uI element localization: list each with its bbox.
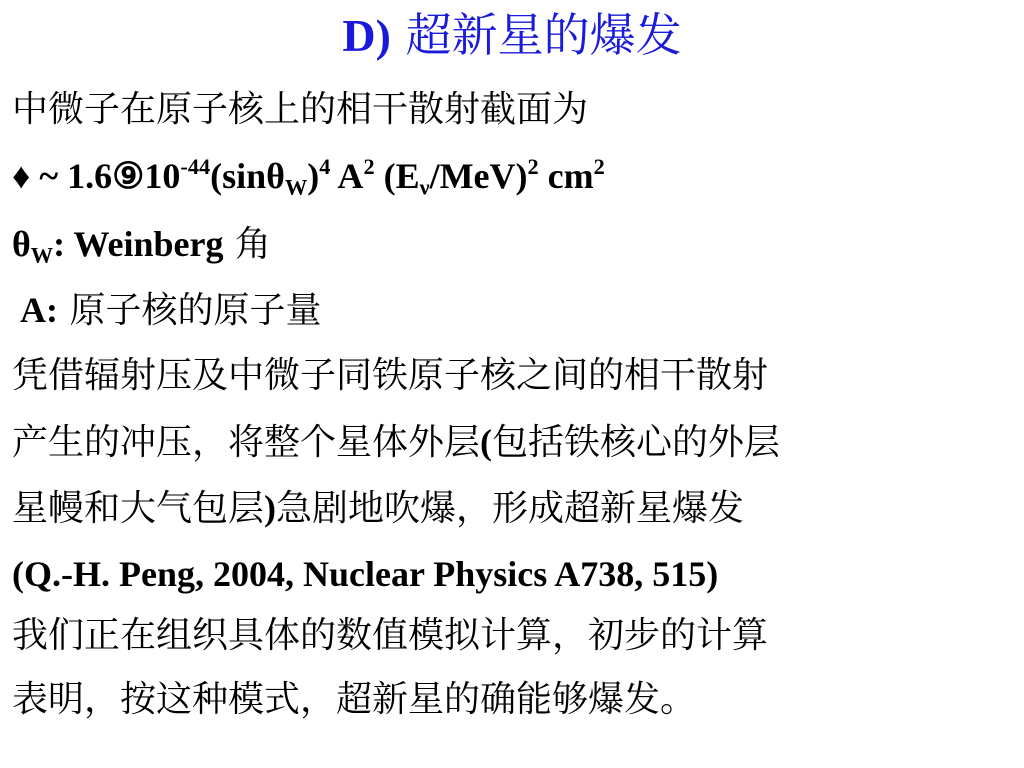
line-radiation-pressure: 凭借辐射压及中微子同铁原子核之间的相干散射	[12, 355, 769, 396]
line-conclusion: 表明，按这种模式，超新星的确能够爆发。	[12, 679, 697, 720]
formula-sin-sub: W	[284, 174, 308, 200]
l6-cn: 产生的冲压，将整个星体外层	[12, 422, 481, 463]
weinberg-cn: 角	[223, 224, 271, 265]
formula-E-close: /MeV)	[429, 156, 528, 196]
formula-unit: cm	[538, 156, 594, 196]
formula-E-sub: ν	[419, 174, 430, 200]
line-cross-section-intro: 中微子在原子核上的相干散射截面为	[12, 89, 589, 130]
formula-E-exp: 2	[527, 154, 539, 180]
formula-unit-exp: 2	[593, 154, 605, 180]
formula-E-open: (E	[374, 156, 420, 196]
formula-A: A	[330, 156, 364, 196]
slide-title	[0, 2, 1024, 69]
formula-sin-exp: 4	[319, 154, 331, 180]
line-reference: (Q.-H. Peng, 2004, Nuclear Physics A738, 515)	[12, 554, 719, 594]
sigma-symbol: ♦	[12, 156, 31, 196]
l7-cn: 星幔和大气包层	[12, 488, 265, 529]
title-text: 超新星的爆发	[405, 8, 682, 62]
l7-cn2: 急剧地吹爆，形成超新星爆发	[276, 488, 745, 529]
formula-sin-open: (sinθ	[210, 156, 285, 196]
line-formula	[12, 148, 605, 204]
formula-sin-close: )	[307, 156, 320, 196]
theta-sub: W	[30, 242, 54, 268]
line-A-definition	[20, 282, 321, 339]
line-outer-layers	[12, 414, 780, 471]
l7-paren: )	[264, 488, 277, 528]
formula-exp: -44	[180, 154, 211, 180]
theta-symbol: θ	[12, 224, 31, 264]
l6-cn2: 包括铁核心的外层	[492, 422, 781, 463]
line-simulation: 我们正在组织具体的数值模拟计算，初步的计算	[12, 615, 769, 656]
formula-base: 10	[144, 156, 181, 196]
formula-A-exp: 2	[363, 154, 375, 180]
A-cn: 原子核的原子量	[58, 290, 322, 331]
weinberg-label: : Weinberg	[53, 224, 224, 264]
times-symbol: ⑨	[112, 156, 145, 196]
line-weinberg-angle	[12, 216, 271, 273]
formula-approx: ~ 1.6	[39, 156, 113, 196]
l6-paren: (	[480, 422, 493, 462]
A-label: A:	[20, 290, 58, 330]
title-prefix: D)	[342, 10, 391, 61]
line-explosion	[12, 480, 744, 537]
